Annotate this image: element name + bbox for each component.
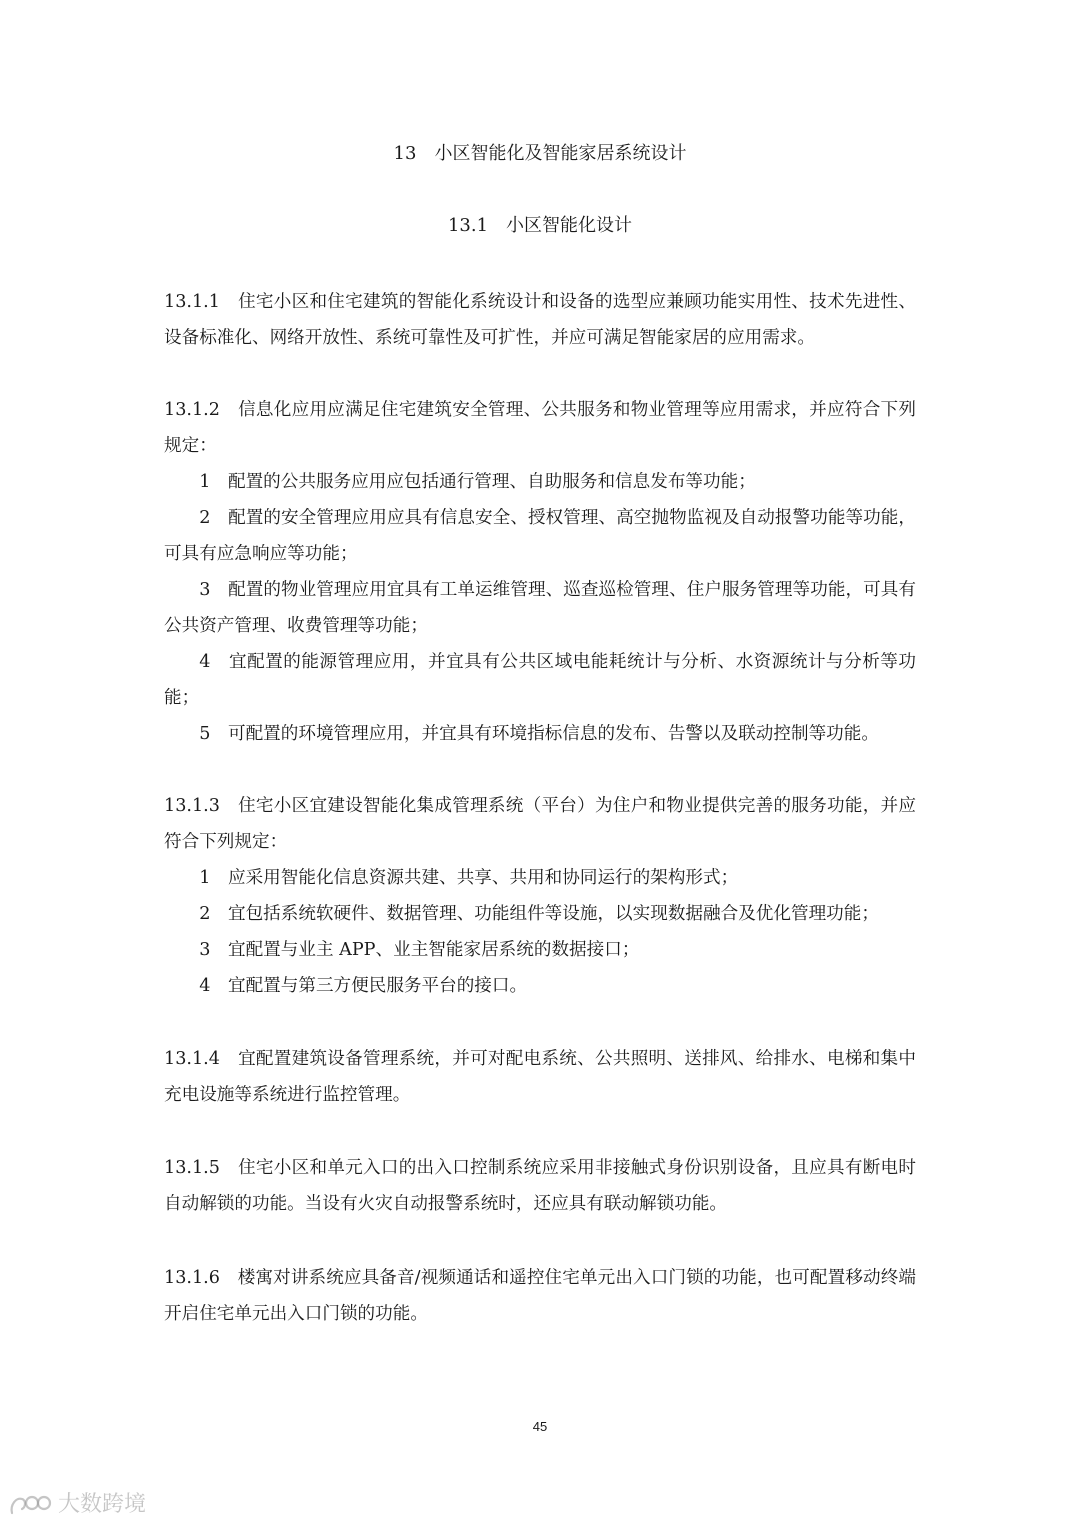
chapter-title: 13 小区智能化及智能家居系统设计 xyxy=(393,143,687,164)
clause-text: 住宅小区和单元入口的出入口控制系统应采用非接触式身份识别设备，且应具有断电时自动解锁的功能。当设有火灾自动报警系统时，还应具有联动解锁功能。 xyxy=(164,1158,916,1214)
clause-13-1-3 xyxy=(164,788,916,1004)
list-item: 1 应采用智能化信息资源共建、共享、共用和协同运行的架构形式； xyxy=(199,868,739,888)
clause-13-1-1 xyxy=(164,284,916,356)
clause-13-1-6 xyxy=(164,1260,916,1332)
list-item: 5 可配置的环境管理应用，并宜具有环境指标信息的发布、告警以及联动控制等功能。 xyxy=(199,724,879,744)
clause-13-1-4 xyxy=(164,1041,916,1113)
watermark-text: 大数跨境 xyxy=(58,1492,147,1517)
clause-text: 楼寓对讲系统应具备音/视频通话和遥控住宅单元出入口门锁的功能，也可配置移动终端开启住宅单元出入口门锁的功能。 xyxy=(164,1268,916,1324)
list-item: 1 配置的公共服务应用应包括通行管理、自助服务和信息发布等功能； xyxy=(199,472,756,492)
clause-13-1-2 xyxy=(164,392,916,752)
list-item: 4 宜配置的能源管理应用，并宜具有公共区域电能耗统计与分析、水资源统计与分析等功能； xyxy=(164,652,916,708)
clause-text: 住宅小区宜建设智能化集成管理系统（平台）为住户和物业提供完善的服务功能，并应符合下列规定： xyxy=(164,796,916,852)
clause-number: 13.1.1 xyxy=(164,292,220,312)
clause-number: 13.1.6 xyxy=(164,1268,220,1288)
list-item: 3 宜配置与业主 APP、业主智能家居系统的数据接口； xyxy=(199,940,640,960)
clause-13-1-5 xyxy=(164,1150,916,1222)
watermark xyxy=(8,1490,146,1520)
clause-text: 宜配置建筑设备管理系统，并可对配电系统、公共照明、送排风、给排水、电梯和集中充电设施等系统进行监控管理。 xyxy=(164,1049,916,1105)
list-item: 2 宜包括系统软硬件、数据管理、功能组件等设施，以实现数据融合及优化管理功能； xyxy=(199,904,879,924)
clause-number: 13.1.3 xyxy=(164,796,220,816)
clause-number: 13.1.5 xyxy=(164,1158,220,1178)
list-item: 3 配置的物业管理应用宜具有工单运维管理、巡查巡检管理、住户服务管理等功能，可具有公共资产管理、收费管理等功能； xyxy=(164,580,916,636)
clause-text: 信息化应用应满足住宅建筑安全管理、公共服务和物业管理等应用需求，并应符合下列规定： xyxy=(164,400,916,456)
clause-number: 13.1.4 xyxy=(164,1049,220,1069)
list-item: 4 宜配置与第三方便民服务平台的接口。 xyxy=(199,976,528,996)
clause-text: 住宅小区和住宅建筑的智能化系统设计和设备的选型应兼顾功能实用性、技术先进性、设备标准化、网络开放性、系统可靠性及可扩性，并应可满足智能家居的应用需求。 xyxy=(164,292,916,348)
list-item: 2 配置的安全管理应用应具有信息安全、授权管理、高空抛物监视及自动报警功能等功能，可具有应急响应等功能； xyxy=(164,508,916,564)
clause-number: 13.1.2 xyxy=(164,400,220,420)
brand-logo-icon xyxy=(8,1491,52,1519)
section-title: 13.1 小区智能化设计 xyxy=(447,215,633,236)
page-number: 45 xyxy=(532,1419,548,1434)
